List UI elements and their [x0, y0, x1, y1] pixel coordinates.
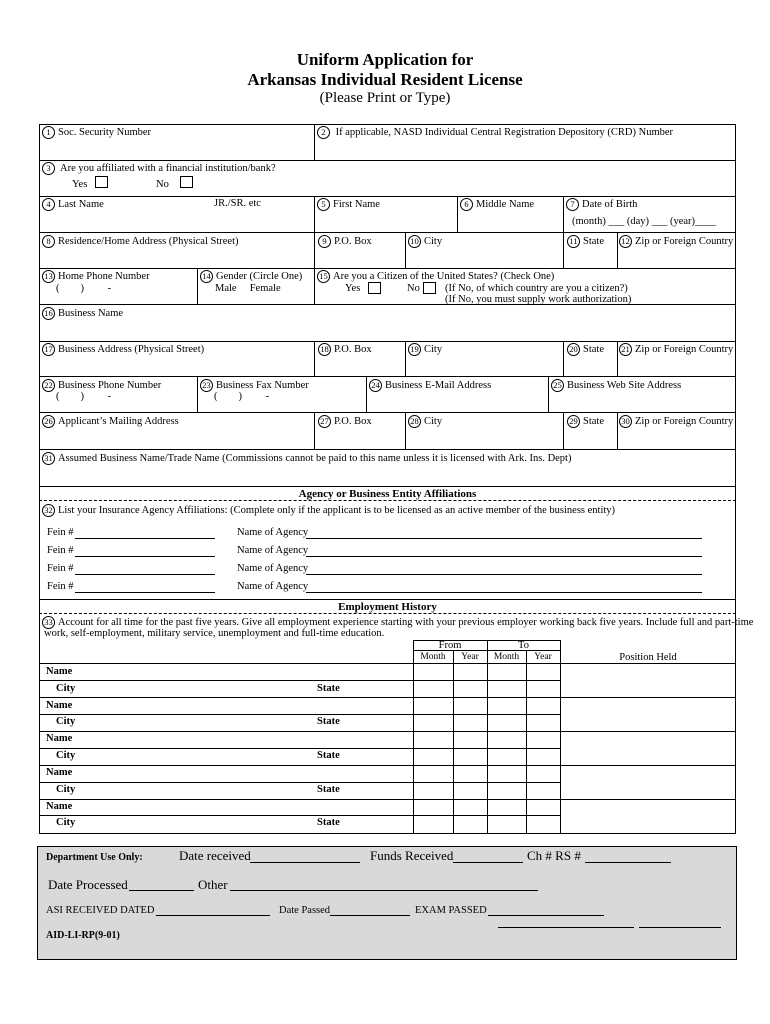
field-number: 25 — [551, 379, 564, 392]
fein-label: Fein # — [47, 563, 74, 574]
home-phone-field[interactable] — [42, 270, 150, 283]
date-received-label: Date received — [179, 848, 251, 863]
employer-name-label: Name — [46, 733, 73, 744]
business-state-label: State — [583, 343, 604, 355]
field-number: 31 — [42, 452, 55, 465]
employer-name-label: Name — [46, 801, 73, 812]
field-number: 7 — [566, 198, 579, 211]
mailing-state-label: State — [583, 415, 604, 427]
mailing-address-field[interactable] — [42, 415, 179, 428]
employer-city-label: City — [56, 817, 76, 828]
dob-label: Date of Birth — [582, 198, 638, 210]
mailing-city-label: City — [424, 415, 443, 427]
exam-passed-input[interactable] — [488, 915, 604, 916]
crd-number-field[interactable] — [317, 126, 673, 139]
employer-state-label: State — [317, 817, 340, 828]
field-number: 15 — [317, 270, 330, 283]
field-number: 32 — [42, 504, 55, 517]
field-number: 8 — [42, 235, 55, 248]
application-form-frame — [39, 124, 736, 834]
field-number: 27 — [318, 415, 331, 428]
dob-format: (month) ___ (day) ___ (year)____ — [572, 216, 717, 227]
citizen-no-label: No — [407, 283, 420, 294]
other-input[interactable] — [230, 890, 538, 891]
ch-rs-label: Ch # RS # — [527, 848, 581, 863]
business-email-label: Business E-Mail Address — [385, 379, 492, 391]
from-month-header: Month — [420, 652, 446, 662]
business-fax-format: ( ) - — [214, 391, 270, 402]
asi-received-input[interactable] — [156, 915, 270, 916]
funds-received-input[interactable] — [453, 862, 523, 863]
form-title-line2: Arkansas Individual Resident License — [247, 70, 523, 89]
field-number: 1 — [42, 126, 55, 139]
field-number: 20 — [567, 343, 580, 356]
employer-city-label: City — [56, 784, 76, 795]
assumed-name-label: Assumed Business Name/Trade Name (Commissions cannot be paid to this name unless it is licensed with Ark. Ins. Dept) — [58, 452, 572, 464]
agency-name-label: Name of Agency — [237, 563, 309, 574]
field-number: 30 — [619, 415, 632, 428]
state-field[interactable] — [567, 235, 604, 248]
other-label: Other — [198, 877, 228, 892]
employer-city-label: City — [56, 750, 76, 761]
po-box-label: P.O. Box — [334, 235, 372, 247]
business-city-label: City — [424, 343, 443, 355]
agency-name-input[interactable] — [306, 574, 702, 575]
zip-field[interactable] — [619, 235, 733, 248]
first-name-field[interactable] — [317, 198, 380, 211]
business-zip-label: Zip or Foreign Country — [635, 343, 734, 355]
field-number: 22 — [42, 379, 55, 392]
first-name-label: First Name — [333, 198, 380, 210]
agency-name-label: Name of Agency — [237, 527, 309, 538]
field-number: 19 — [408, 343, 421, 356]
bank-yes-checkbox[interactable] — [95, 176, 108, 188]
field-number: 12 — [619, 235, 632, 248]
ch-rs-input[interactable] — [585, 862, 671, 863]
field-number: 9 — [318, 235, 331, 248]
last-name-field[interactable] — [42, 198, 104, 211]
field-number: 24 — [369, 379, 382, 392]
citizen-note-country: (If No, of which country are you a citizen?) — [445, 283, 628, 294]
employer-name-label: Name — [46, 666, 73, 677]
exam-passed-label: EXAM PASSED — [415, 905, 487, 916]
agency-name-label: Name of Agency — [237, 581, 309, 592]
field-number: 18 — [318, 343, 331, 356]
field-number: 17 — [42, 343, 55, 356]
mailing-state-field[interactable] — [567, 415, 604, 428]
date-passed-label: Date Passed — [279, 905, 331, 916]
employer-city-label: City — [56, 716, 76, 727]
position-held-header: Position Held — [619, 652, 677, 663]
citizen-note-work-auth: (If No, you must supply work authorization) — [445, 294, 632, 305]
business-address-field[interactable] — [42, 343, 204, 356]
business-po-box-field[interactable] — [318, 343, 372, 356]
fein-input[interactable] — [75, 592, 215, 593]
fein-label: Fein # — [47, 527, 74, 538]
field-number: 28 — [408, 415, 421, 428]
field-number: 6 — [460, 198, 473, 211]
middle-name-label: Middle Name — [476, 198, 535, 210]
to-year-header: Year — [534, 652, 552, 662]
field-number: 14 — [200, 270, 213, 283]
employer-state-label: State — [317, 784, 340, 795]
fein-input[interactable] — [75, 556, 215, 557]
gender-field[interactable] — [200, 270, 302, 283]
field-number: 2 — [317, 126, 330, 139]
citizenship-label: Are you a Citizen of the United States? (Check One) — [333, 270, 555, 282]
field-number: 4 — [42, 198, 55, 211]
date-processed-label: Date Processed — [48, 877, 128, 892]
business-zip-field[interactable] — [619, 343, 733, 356]
field-number: 23 — [200, 379, 213, 392]
mailing-po-box-label: P.O. Box — [334, 415, 372, 427]
field-number: 21 — [619, 343, 632, 356]
employer-name-label: Name — [46, 700, 73, 711]
employer-name-label: Name — [46, 767, 73, 778]
business-website-label: Business Web Site Address — [567, 379, 682, 391]
field-number: 10 — [408, 235, 421, 248]
ssn-label: Soc. Security Number — [58, 126, 152, 138]
citizen-yes-checkbox[interactable] — [368, 282, 381, 294]
middle-name-field[interactable] — [460, 198, 534, 211]
fein-label: Fein # — [47, 545, 74, 556]
to-month-header: Month — [493, 652, 520, 662]
date-line[interactable] — [639, 927, 721, 928]
employer-state-label: State — [317, 683, 340, 694]
bank-yes-label: Yes — [72, 179, 88, 190]
from-header: From — [438, 640, 462, 651]
field-number: 33 — [42, 616, 55, 629]
business-name-field[interactable] — [42, 307, 123, 320]
mailing-address-label: Applicant’s Mailing Address — [58, 415, 179, 427]
business-city-field[interactable] — [408, 343, 442, 356]
zip-label: Zip or Foreign Country — [635, 235, 734, 247]
form-title-line1: Uniform Application for — [296, 50, 474, 69]
citizen-no-checkbox[interactable] — [423, 282, 436, 294]
field-number: 29 — [567, 415, 580, 428]
employer-state-label: State — [317, 716, 340, 727]
agency-name-input[interactable] — [306, 592, 702, 593]
mailing-zip-label: Zip or Foreign Country — [635, 415, 734, 427]
business-phone-format: ( ) - — [56, 391, 112, 402]
agency-instruction — [42, 504, 615, 517]
po-box-field[interactable] — [318, 235, 372, 248]
employment-section-heading: Employment History — [338, 601, 437, 613]
home-phone-format: ( ) - — [56, 283, 112, 294]
last-name-label: Last Name — [58, 198, 104, 210]
form-subtitle: (Please Print or Type) — [319, 90, 451, 106]
business-state-field[interactable] — [567, 343, 604, 356]
bank-affiliation-question — [42, 162, 276, 175]
agency-name-input[interactable] — [306, 556, 702, 557]
date-processed-input[interactable] — [129, 890, 194, 891]
mailing-po-box-field[interactable] — [318, 415, 372, 428]
employer-state-label: State — [317, 750, 340, 761]
ssn-field[interactable] — [42, 126, 151, 139]
assumed-name-field[interactable] — [42, 452, 571, 465]
mailing-city-field[interactable] — [408, 415, 442, 428]
asi-received-label: ASI RECEIVED DATED — [46, 905, 155, 916]
bank-no-checkbox[interactable] — [180, 176, 193, 188]
dob-field[interactable] — [566, 198, 637, 211]
business-name-label: Business Name — [58, 307, 124, 319]
state-label: State — [583, 235, 604, 247]
field-number: 26 — [42, 415, 55, 428]
field-number: 16 — [42, 307, 55, 320]
city-label: City — [424, 235, 443, 247]
employer-city-label: City — [56, 683, 76, 694]
home-address-field[interactable] — [42, 235, 239, 248]
agency-name-label: Name of Agency — [237, 545, 309, 556]
business-po-box-label: P.O. Box — [334, 343, 372, 355]
from-year-header: Year — [461, 652, 479, 662]
field-number: 11 — [567, 235, 580, 248]
home-phone-label: Home Phone Number — [58, 270, 150, 282]
fein-input[interactable] — [75, 574, 215, 575]
fein-label: Fein # — [47, 581, 74, 592]
date-passed-input[interactable] — [330, 915, 410, 916]
agency-section-heading: Agency or Business Entity Affiliations — [298, 488, 477, 500]
business-address-label: Business Address (Physical Street) — [58, 343, 205, 355]
employment-instruction-text-1: Account for all time for the past five years. Give all employment experience starting with your previous employer working back five years. Include full and part-time — [58, 616, 754, 628]
bank-affiliation-label: Are you affiliated with a financial institution/bank? — [60, 162, 276, 174]
gender-options[interactable]: Male Female — [215, 283, 281, 294]
home-address-label: Residence/Home Address (Physical Street) — [58, 235, 239, 247]
field-number: 3 — [42, 162, 55, 175]
field-number: 13 — [42, 270, 55, 283]
funds-received-label: Funds Received — [370, 848, 454, 863]
agency-instruction-text: List your Insurance Agency Affiliations: (Complete only if the applicant is to be licensed as an active member of the business entity) — [58, 504, 616, 516]
field-number: 5 — [317, 198, 330, 211]
date-received-input[interactable] — [250, 862, 360, 863]
to-header: To — [518, 640, 529, 651]
form-code: AID-LI-RP(9-01) — [46, 930, 120, 941]
fein-input[interactable] — [75, 538, 215, 539]
name-suffix-label: JR./SR. etc — [214, 198, 261, 209]
business-email-field[interactable] — [369, 379, 491, 392]
signature-line[interactable] — [498, 927, 634, 928]
city-field[interactable] — [408, 235, 442, 248]
mailing-zip-field[interactable] — [619, 415, 733, 428]
agency-name-input[interactable] — [306, 538, 702, 539]
crd-label: If applicable, NASD Individual Central Registration Depository (CRD) Number — [335, 126, 674, 138]
gender-label: Gender (Circle One) — [216, 270, 303, 282]
employment-instruction-text-2: work, self-employment, military service, unemployment and full-time education. — [44, 628, 385, 639]
dept-use-title: Department Use Only: — [46, 852, 143, 863]
bank-no-label: No — [156, 179, 169, 190]
citizen-yes-label: Yes — [345, 283, 361, 294]
business-website-field[interactable] — [551, 379, 681, 392]
business-phone-label: Business Phone Number — [58, 379, 162, 391]
business-fax-label: Business Fax Number — [216, 379, 309, 391]
